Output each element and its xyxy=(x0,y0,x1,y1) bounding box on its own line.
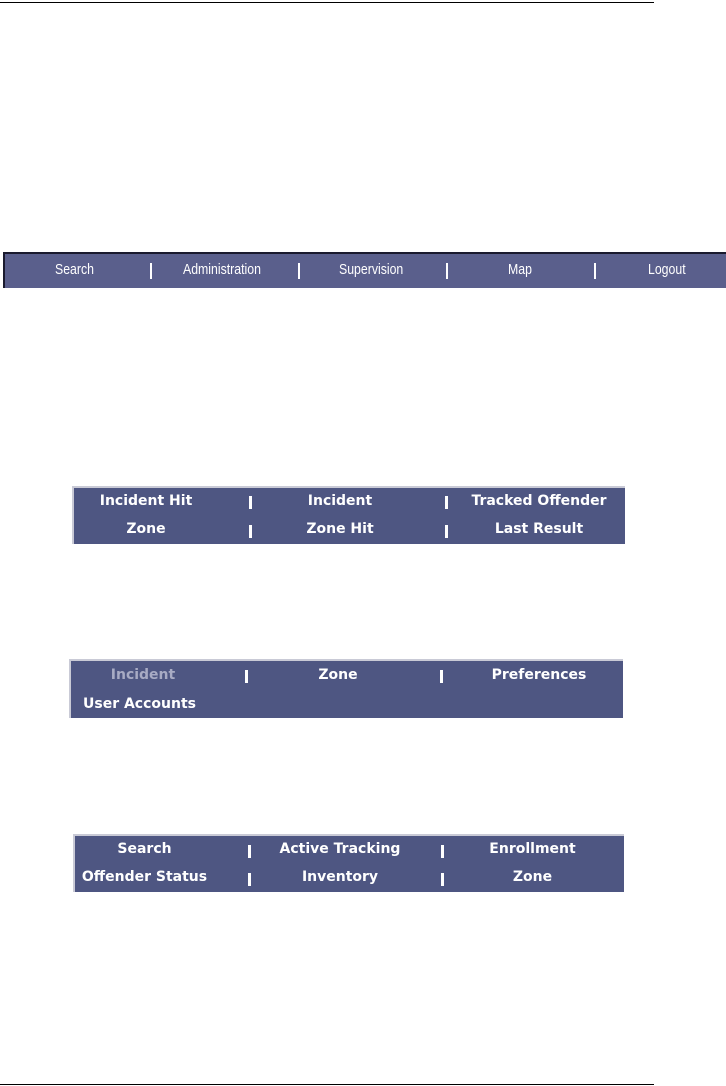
main-navigation-bar xyxy=(3,252,726,288)
submenu-zone[interactable]: Zone xyxy=(318,667,358,683)
submenu-inventory[interactable]: Inventory xyxy=(301,869,379,885)
submenu-separator xyxy=(245,670,248,683)
nav-logout-link[interactable]: Logout xyxy=(648,261,686,278)
top-rule xyxy=(0,2,654,3)
submenu-offender-status[interactable]: Offender Status xyxy=(81,869,208,885)
submenu-incident-current[interactable]: Incident xyxy=(110,667,176,683)
submenu-enrollment[interactable]: Enrollment xyxy=(489,841,576,857)
nav-separator xyxy=(594,263,596,279)
submenu-zone[interactable]: Zone xyxy=(512,869,553,885)
submenu-zone[interactable]: Zone xyxy=(126,521,166,537)
submenu-search[interactable]: Search xyxy=(117,841,172,857)
supervision-submenu xyxy=(73,834,624,892)
nav-separator xyxy=(150,263,152,279)
administration-submenu xyxy=(69,659,623,718)
submenu-separator xyxy=(248,845,251,858)
nav-map-link[interactable]: Map xyxy=(508,261,532,278)
submenu-separator xyxy=(441,873,444,886)
submenu-separator xyxy=(445,496,448,509)
search-submenu xyxy=(72,486,625,544)
submenu-tracked-offender[interactable]: Tracked Offender xyxy=(471,493,607,509)
submenu-separator xyxy=(248,873,251,886)
submenu-incident[interactable]: Incident xyxy=(307,493,373,509)
nav-search-link[interactable]: Search xyxy=(55,261,94,278)
submenu-separator xyxy=(249,496,252,509)
nav-supervision-link[interactable]: Supervision xyxy=(339,261,404,278)
submenu-user-accounts[interactable]: User Accounts xyxy=(83,696,196,712)
submenu-incident-hit[interactable]: Incident Hit xyxy=(99,493,193,509)
nav-separator xyxy=(446,263,448,279)
submenu-separator xyxy=(249,525,252,538)
submenu-separator xyxy=(441,845,444,858)
submenu-preferences[interactable]: Preferences xyxy=(491,667,587,683)
submenu-separator xyxy=(445,525,448,538)
submenu-separator xyxy=(440,670,443,683)
submenu-zone-hit[interactable]: Zone Hit xyxy=(306,521,374,537)
submenu-active-tracking[interactable]: Active Tracking xyxy=(279,841,401,857)
nav-administration-link[interactable]: Administration xyxy=(183,261,261,278)
bottom-rule xyxy=(0,1084,654,1085)
submenu-last-result[interactable]: Last Result xyxy=(494,521,584,537)
nav-separator xyxy=(298,263,300,279)
